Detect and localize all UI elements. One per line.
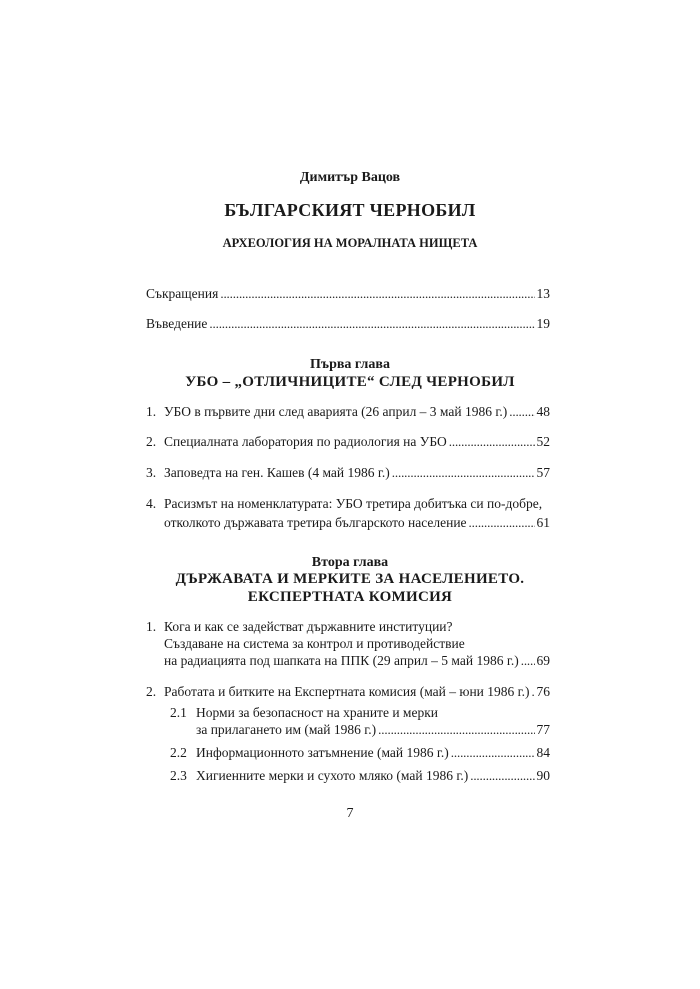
toc-entry-label: Заповедта на ген. Кашев (4 май 1986 г.): [164, 465, 390, 480]
toc-item-number: 1.: [146, 404, 157, 419]
dot-leader: [451, 743, 535, 762]
chapter-2-title-line-2: ЕКСПЕРТНАТА КОМИСИЯ: [247, 589, 453, 605]
toc-item-number: 3.: [146, 465, 157, 480]
toc-page-number: 13: [536, 286, 550, 301]
toc-entry-ch2-2[interactable]: [164, 682, 550, 701]
toc-entry-ch2-2-2[interactable]: [196, 743, 550, 762]
book-subtitle: АРХЕОЛОГИЯ НА МОРАЛНАТА НИЩЕТА: [222, 236, 478, 250]
toc-subitem-number: 2.3: [170, 768, 187, 783]
dot-leader: [449, 432, 535, 451]
toc-entry-introduction[interactable]: [146, 314, 550, 333]
toc-page-number: 61: [536, 515, 550, 530]
toc-entry-line[interactable]: Кога и как се задействат държавните институции?: [164, 619, 453, 634]
toc-page-number: 57: [536, 465, 550, 480]
toc-entry-ch1-4[interactable]: [164, 513, 550, 532]
toc-item-number: 2.: [146, 434, 157, 449]
toc-entry-line[interactable]: Расизмът на номенклатурата: УБО третира добитъка си по-добре,: [164, 496, 543, 511]
page-number: 7: [346, 806, 354, 821]
toc-entry-line[interactable]: Норми за безопасност на храните и мерки: [196, 705, 438, 720]
book-title: БЪЛГАРСКИЯТ ЧЕРНОБИЛ: [224, 200, 476, 220]
toc-page-number: 77: [536, 722, 550, 737]
toc-page-number: 69: [536, 653, 550, 668]
toc-entry-ch2-2-3[interactable]: [196, 766, 550, 785]
toc-page-number: 76: [536, 684, 550, 699]
toc-entry-abbreviations[interactable]: [146, 284, 550, 303]
toc-entry-label: Хигиенните мерки и сухото мляко (май 1986 г.): [196, 768, 469, 783]
dot-leader: [470, 766, 534, 785]
toc-page-number: 19: [536, 316, 550, 331]
toc-page-number: 48: [536, 404, 550, 419]
toc-entry-line[interactable]: Създаване на система за контрол и противодействие: [164, 636, 465, 651]
dot-leader: [378, 720, 534, 739]
toc-entry-label: Информационното затъмнение (май 1986 г.): [196, 745, 449, 760]
dot-leader: [521, 651, 535, 670]
chapter-2-title-line-1: ДЪРЖАВАТА И МЕРКИТЕ ЗА НАСЕЛЕНИЕТО.: [175, 571, 525, 587]
dot-leader: [469, 513, 535, 532]
toc-page-number: 52: [536, 434, 550, 449]
toc-entry-ch1-2[interactable]: [164, 432, 550, 451]
dot-leader: [509, 402, 534, 421]
chapter-2-label: Втора глава: [311, 555, 389, 570]
toc-entry-ch1-1[interactable]: [164, 402, 550, 421]
toc-entry-label: Въведение: [146, 316, 208, 331]
toc-entry-label: Работата и битките на Експертната комисия (май – юни 1986 г.): [164, 684, 530, 699]
chapter-1-title: УБО – „ОТЛИЧНИЦИТЕ“ СЛЕД ЧЕРНОБИЛ: [185, 374, 515, 390]
toc-item-number: 1.: [146, 619, 157, 634]
dot-leader: [392, 463, 535, 482]
toc-subitem-number: 2.1: [170, 705, 187, 720]
toc-entry-label: на радиацията под шапката на ППК (29 април – 5 май 1986 г.): [164, 653, 519, 668]
toc-entry-label: отколкото държавата третира българското население: [164, 515, 467, 530]
toc-entry-label: УБО в първите дни след аварията (26 април – 3 май 1986 г.): [164, 404, 508, 419]
toc-entry-ch2-1[interactable]: [164, 651, 550, 670]
toc-entry-label: за прилагането им (май 1986 г.): [196, 722, 377, 737]
author-name: Димитър Вацов: [299, 170, 401, 185]
toc-entry-label: Съкращения: [146, 286, 219, 301]
dot-leader: [209, 314, 534, 333]
toc-entry-label: Специалната лаборатория по радиология на УБО: [164, 434, 447, 449]
toc-subitem-number: 2.2: [170, 745, 187, 760]
toc-entry-ch2-2-1[interactable]: [196, 720, 550, 739]
toc-item-number: 4.: [146, 496, 157, 511]
toc-page-number: 84: [536, 745, 550, 760]
dot-leader: [532, 682, 535, 701]
toc-entry-ch1-3[interactable]: [164, 463, 550, 482]
toc-item-number: 2.: [146, 684, 157, 699]
toc-page-number: 90: [536, 768, 550, 783]
chapter-1-label: Първа глава: [310, 357, 390, 372]
dot-leader: [220, 284, 534, 303]
